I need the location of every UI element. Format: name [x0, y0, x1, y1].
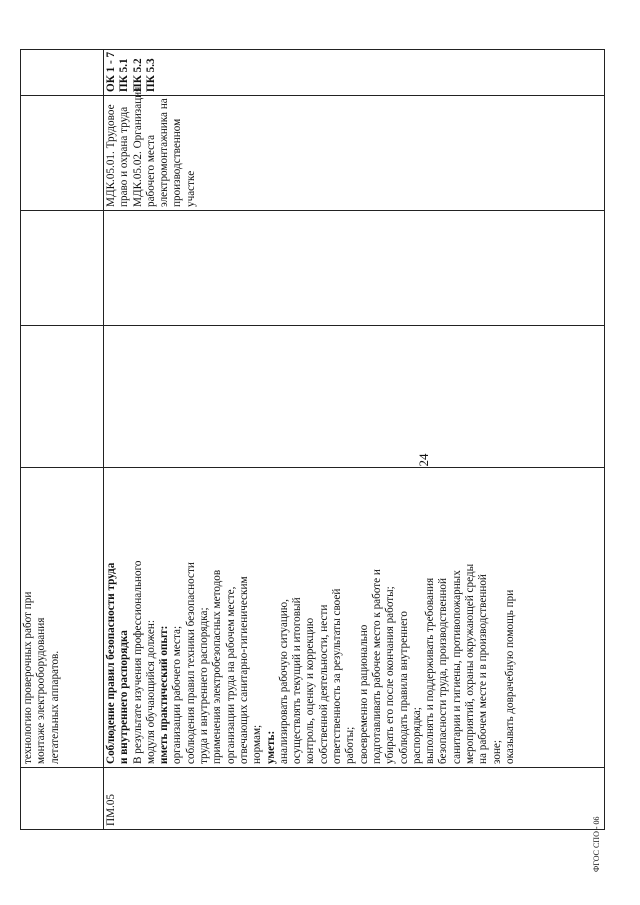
mdk-line: рабочего места [144, 134, 157, 207]
table-row-pm05 [104, 50, 605, 830]
competency-code: ПК 5.2 [131, 58, 144, 92]
page-number: 24 [416, 453, 431, 467]
skills-line: контроль, оценку и коррекцию [304, 617, 317, 764]
skills-line: работы; [344, 726, 357, 764]
cell-hours-max [21, 326, 104, 468]
cell-competencies [104, 50, 605, 96]
module-title-line: и внутреннего распорядка [118, 630, 131, 764]
cell-continuation-text [21, 468, 104, 768]
mdk-line: участке [184, 170, 197, 207]
skills-line: безопасности труда, производственной [437, 578, 450, 764]
experience-line: труда и внутреннего распорядка; [198, 607, 211, 764]
cell-index [21, 768, 104, 830]
experience-line: отвечающих санитарно-гигиеническим [237, 576, 250, 764]
experience-line: организации труда на рабочем месте, [224, 586, 237, 764]
skills-line: на рабочем месте и в производственной [477, 574, 490, 764]
cell-mdk [21, 96, 104, 211]
skills-line: оказывать доврачебную помощь при [503, 589, 516, 764]
competency-code: ПК 5.3 [144, 58, 157, 92]
skills-line: выполнять и поддерживать требования [424, 577, 437, 764]
skills-line: анализировать рабочую ситуацию, [277, 599, 290, 764]
mdk-line: электромонтажника на [158, 98, 171, 207]
mdk-line: право и охрана труда [118, 106, 131, 207]
module-title-line: Соблюдение правил безопасности труда [105, 562, 117, 764]
skills-line: соблюдать правила внутреннего [397, 611, 410, 764]
skills-line: санитарии и гигиены, противопожарных [450, 570, 463, 764]
cell-mdk [104, 86, 605, 211]
continuation-line: монтаже электрооборудования [35, 617, 48, 764]
continuation-line: летательных аппаратов. [48, 650, 61, 764]
competency-code: ПК 5.1 [118, 58, 131, 92]
skills-line: мероприятий, охраны окружающей среды [464, 563, 477, 764]
skills-line: ответственность за результаты своей [331, 588, 344, 764]
continuation-line: технологию проверочных работ при [22, 591, 34, 764]
table-row-continuation [21, 50, 104, 830]
rotated-page [20, 40, 620, 880]
skills-line: убирать его после окончания работы; [384, 586, 397, 764]
experience-line: нормам; [251, 724, 264, 764]
cell-hours-class [104, 211, 605, 326]
experience-heading: иметь практический опыт: [158, 625, 171, 764]
cell-index [104, 768, 605, 830]
experience-line: соблюдения правил техники безопасности [184, 562, 197, 764]
skills-line: распорядка; [410, 707, 423, 764]
cell-description [104, 468, 605, 768]
intro-line: модуля обучающийся должен: [144, 620, 157, 764]
skills-line: своевременно и рационально [357, 624, 370, 764]
skills-line: зоне; [490, 739, 503, 764]
mdk-line: МДК.05.01. Трудовое [105, 104, 117, 207]
competency-code: ОК 1 - 7 [105, 51, 117, 92]
mdk-line: производственном [171, 118, 184, 207]
skills-heading: уметь: [264, 730, 277, 764]
footer-code: ФГОС СПО - 06 [592, 816, 601, 872]
cell-competencies [21, 50, 104, 96]
skills-line: подготавливать рабочее место к работе и [370, 569, 383, 764]
module-index: ПМ.05 [105, 793, 117, 826]
experience-line: применения электробезопасных методов [211, 569, 224, 764]
cell-hours-class [21, 211, 104, 326]
intro-line: В результате изучения профессионального [131, 560, 144, 764]
experience-line: организации рабочего места; [171, 625, 184, 764]
skills-line: собственной деятельности, нести [317, 604, 330, 764]
standard-table [20, 49, 605, 830]
cell-hours-max [104, 326, 605, 468]
mdk-line: МДК.05.02. Организация [131, 86, 144, 207]
skills-line: осуществлять текущий и итоговый [291, 597, 304, 764]
